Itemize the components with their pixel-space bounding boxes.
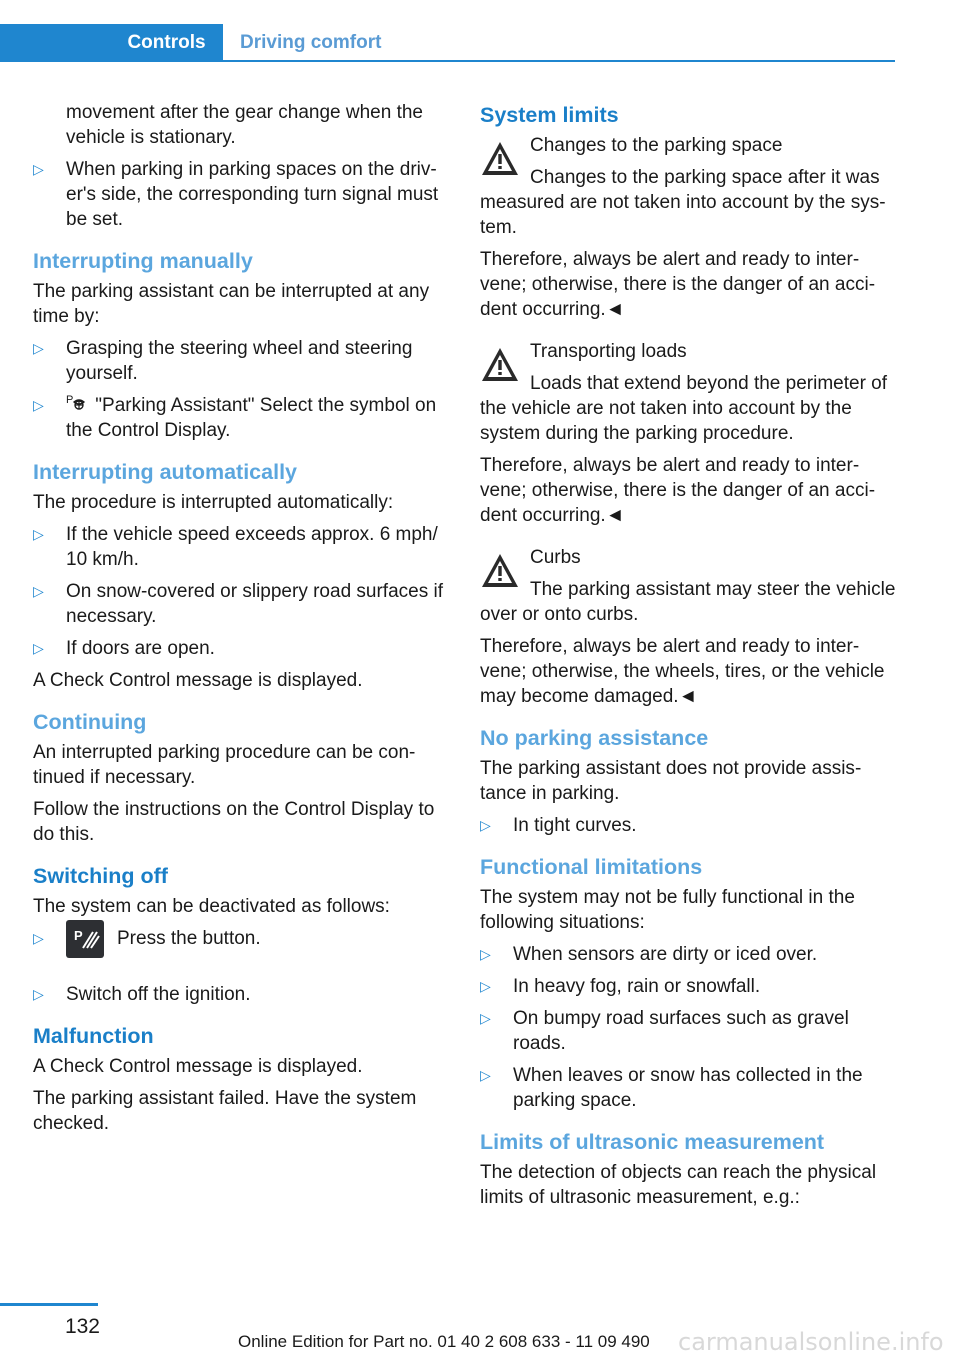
- paragraph: Follow the instructions on the Control Display to do this.: [33, 799, 435, 845]
- header-rule: [0, 60, 895, 62]
- paragraph: Therefore, always be alert and ready to intervene; otherwise, there is the danger of an accident occurring.◄: [480, 455, 876, 526]
- list-item-text: Grasping the steering wheel and steering yourself.: [66, 338, 413, 384]
- list-item-text: If the vehicle speed exceeds approx. 6 mph/ 10 km/h.: [66, 524, 438, 570]
- list-item: [480, 942, 898, 967]
- bullet-marker: ▷: [33, 526, 44, 542]
- list-item: [33, 636, 451, 661]
- subsection-tab: Driving comfort: [240, 32, 382, 53]
- bullet-marker: ▷: [33, 986, 44, 1002]
- paragraph: A Check Control message is displayed.: [33, 670, 363, 691]
- edition-note: Online Edition for Part no. 01 40 2 608 633 - 11 09 490: [238, 1332, 650, 1351]
- heading-functional-limitations: Functional limitations: [480, 855, 703, 879]
- bullet-marker: ▷: [480, 1067, 491, 1083]
- list-item-text: When parking in parking spaces on the driver's side, the corresponding turn signal must be set.: [66, 159, 439, 230]
- list-item: [33, 579, 451, 629]
- paragraph: The system can be deactivated as follows:: [33, 896, 390, 917]
- footer-rule: [0, 1303, 98, 1306]
- left-column: [33, 100, 451, 1143]
- paragraph: The procedure is interrupted automatically:: [33, 492, 394, 513]
- paragraph: The parking assistant does not provide assistance in parking.: [480, 758, 862, 804]
- bullet-marker: ▷: [480, 817, 491, 833]
- bullet-marker: ▷: [33, 583, 44, 599]
- paragraph: Therefore, always be alert and ready to intervene; otherwise, there is the danger of an accident occurring.◄: [480, 249, 876, 320]
- svg-text:P: P: [74, 928, 83, 943]
- svg-text:P: P: [66, 394, 74, 406]
- list-item-text: On bumpy road surfaces such as gravel roads.: [513, 1008, 849, 1054]
- bullet-marker: ▷: [480, 1010, 491, 1026]
- right-column: [480, 100, 898, 1217]
- list-item-text: If doors are open.: [66, 638, 215, 659]
- parking-assistant-icon: [66, 393, 90, 415]
- list-item: [33, 157, 451, 232]
- list-item-text: In tight curves.: [513, 815, 637, 836]
- paragraph: The parking assistant failed. Have the system checked.: [33, 1088, 417, 1134]
- page-header: [0, 0, 895, 62]
- list-item-text: Switch off the ignition.: [66, 984, 251, 1005]
- warning-title: Changes to the parking space: [530, 135, 783, 156]
- list-item-text: When sensors are dirty or iced over.: [513, 944, 818, 965]
- warning-block: [480, 133, 898, 240]
- heading-switching-off: Switching off: [33, 864, 168, 888]
- heading-interrupting-automatically: Interrupting automatically: [33, 460, 298, 484]
- warning-block: [480, 339, 898, 446]
- watermark: carmanualsonline.info: [678, 1328, 944, 1356]
- warning-body: Changes to the parking space after it was measured are not taken into account by the system.: [480, 167, 886, 238]
- heading-malfunction: Malfunction: [33, 1024, 154, 1048]
- bullet-marker: ▷: [33, 161, 44, 177]
- warning-body: Loads that extend beyond the perimeter of the vehicle are not taken into account by the system during the parking procedure.: [480, 373, 888, 444]
- list-item: [480, 813, 898, 838]
- paragraph: The parking assistant can be interrupted at any time by:: [33, 281, 430, 327]
- list-item: [480, 1063, 898, 1113]
- paragraph: An interrupted parking procedure can be continued if necessary.: [33, 742, 416, 788]
- warning-triangle-icon: [480, 345, 520, 385]
- bullet-marker: ▷: [33, 640, 44, 656]
- bullet-marker: ▷: [33, 340, 44, 356]
- list-item: [33, 522, 451, 572]
- bullet-marker: ▷: [33, 930, 44, 946]
- list-item-text: In heavy fog, rain or snowfall.: [513, 976, 761, 997]
- heading-interrupting-manually: Interrupting manually: [33, 249, 253, 273]
- bullet-marker: ▷: [480, 946, 491, 962]
- list-item-text: Press the button.: [117, 928, 261, 949]
- warning-title: Curbs: [530, 547, 581, 568]
- list-item: [480, 974, 898, 999]
- list-item: [33, 393, 451, 443]
- section-tab: Controls: [0, 24, 223, 62]
- heading-system-limits: System limits: [480, 103, 619, 127]
- paragraph: The detection of objects can reach the physical limits of ultrasonic measurement, e.g.:: [480, 1162, 877, 1208]
- bullet-marker: ▷: [33, 397, 44, 413]
- warning-triangle-icon: [480, 139, 520, 179]
- heading-no-parking-assistance: No parking assistance: [480, 726, 709, 750]
- heading-limits-ultrasonic: Limits of ultrasonic measurement: [480, 1130, 825, 1154]
- heading-continuing: Continuing: [33, 710, 147, 734]
- bullet-marker: ▷: [480, 978, 491, 994]
- paragraph: A Check Control message is displayed.: [33, 1056, 363, 1077]
- list-item: [33, 336, 451, 386]
- warning-title: Transporting loads: [530, 341, 687, 362]
- warning-block: [480, 545, 898, 627]
- warning-body: The parking assistant may steer the vehicle over or onto curbs.: [480, 579, 896, 625]
- parking-button-icon: [66, 920, 104, 958]
- paragraph: The system may not be fully functional in the following situations:: [480, 887, 855, 933]
- list-item-text: On snow-covered or slippery road surfaces if necessary.: [66, 581, 443, 627]
- list-item-text: "Parking Assistant" Select the symbol on the Control Display.: [66, 395, 437, 441]
- list-item-text: When leaves or snow has collected in the parking space.: [513, 1065, 863, 1111]
- page-number: 132: [64, 1315, 100, 1338]
- paragraph: Therefore, always be alert and ready to intervene; otherwise, the wheels, tires, or the vehicle may become damaged.◄: [480, 636, 885, 707]
- list-item: [480, 1006, 898, 1056]
- list-item: [33, 982, 451, 1007]
- warning-triangle-icon: [480, 551, 520, 591]
- intro-continuation: movement after the gear change when the vehicle is stationary.: [66, 102, 424, 148]
- list-item: [33, 926, 451, 964]
